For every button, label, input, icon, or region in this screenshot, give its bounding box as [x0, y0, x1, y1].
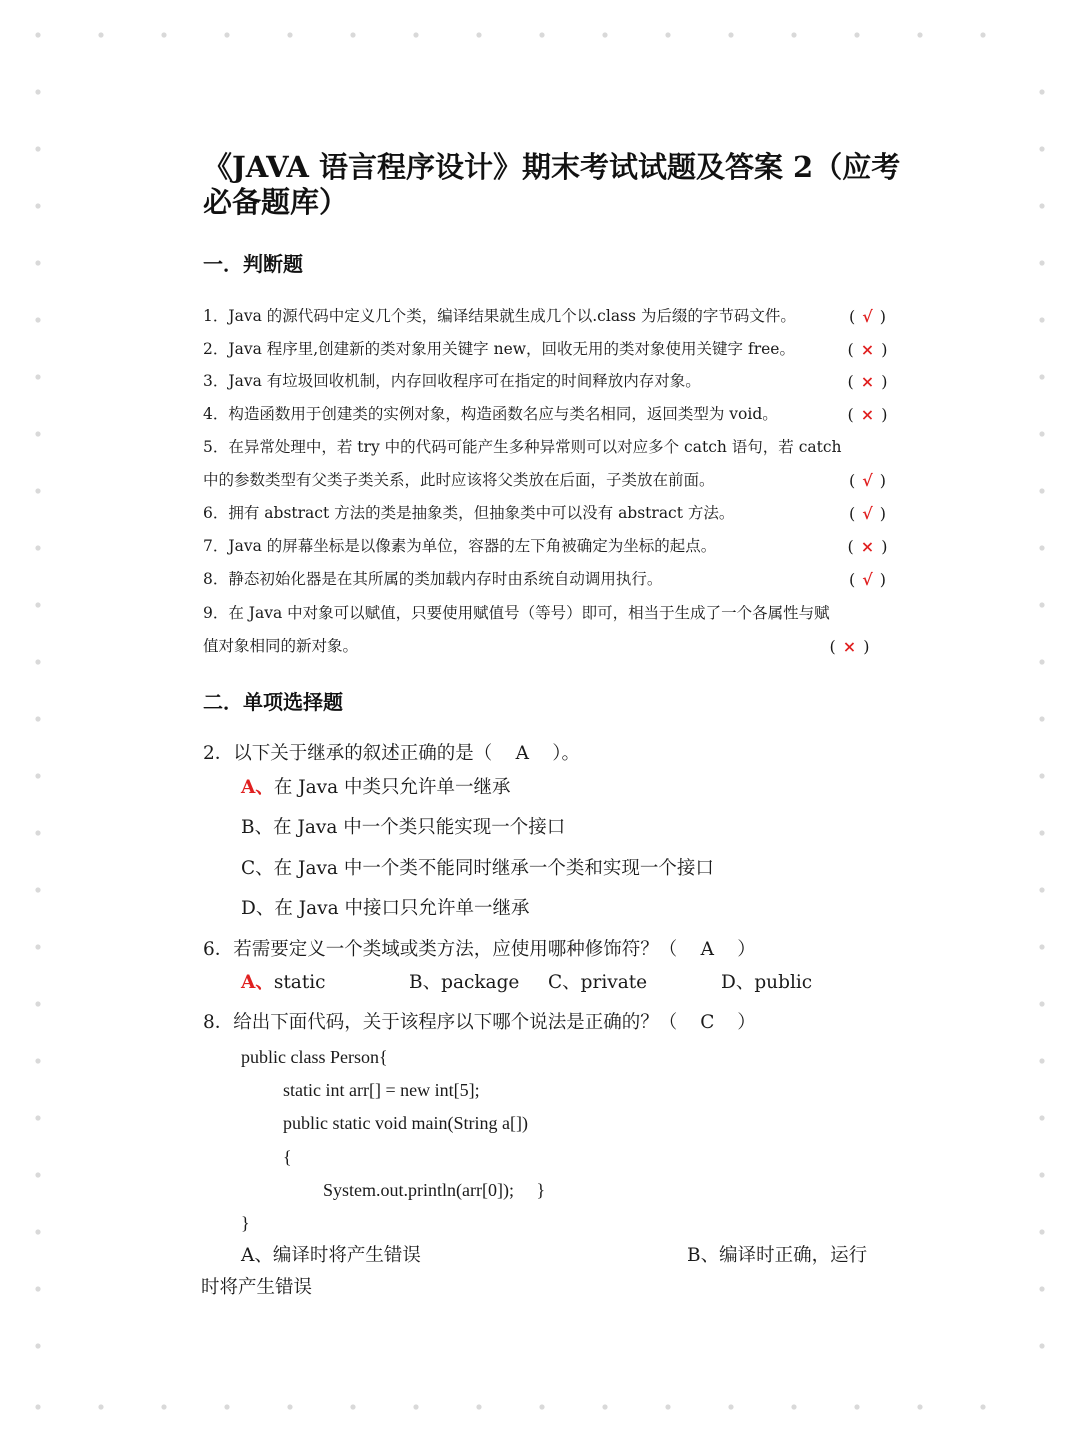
tf-item-1: 1．Java 的源代码中定义几个类，编译结果就生成几个以.class 为后缀的字节码文件。 ( √ ): [203, 300, 893, 333]
question-6-option-d: D、public: [721, 972, 813, 993]
question-2-option-a: A、在 Java 中类只允许单一继承: [241, 777, 511, 798]
code-line: public static void main(String a[]): [283, 1113, 528, 1133]
question-2-option-d: D、在 Java 中接口只允许单一继承: [241, 898, 530, 919]
question-6-option-a: A、static: [241, 972, 326, 993]
question-2-option-b: B、在 Java 中一个类只能实现一个接口: [241, 817, 566, 838]
tf-item-9-cont: 值对象相同的新对象。 ( × ): [203, 630, 893, 663]
question-6-option-c: C、private: [548, 972, 648, 993]
question-8-answer: C: [700, 1012, 715, 1033]
tf-answer-mark: ( √ ): [848, 504, 887, 523]
tf-answer-mark: ( √ ): [848, 307, 887, 326]
question-6-answer: A: [700, 939, 714, 960]
tf-item-4: 4．构造函数用于创建类的实例对象，构造函数名应与类名相同，返回类型为 void。 ( × ): [203, 398, 893, 431]
tf-answer-mark: ( × ): [847, 340, 889, 359]
tf-item-5: 5．在异常处理中，若 try 中的代码可能产生多种异常则可以对应多个 catch 语句，若 catch: [203, 438, 842, 456]
question-8-option-b: B、编译时正确，运行: [687, 1245, 868, 1266]
tf-item-7: 7．Java 的屏幕坐标是以像素为单位，容器的左下角被确定为坐标的起点。 ( × ): [203, 530, 893, 563]
code-line: }: [241, 1213, 250, 1233]
question-8-stem: 8．给出下面代码，关于该程序以下哪个说法是正确的？（ C ）: [203, 1008, 756, 1038]
tf-answer-mark: ( √ ): [848, 570, 887, 589]
tf-answer-mark: ( × ): [847, 537, 889, 556]
code-line: public class Person{: [241, 1047, 388, 1067]
tf-item-8: 8．静态初始化器是在其所属的类加载内存时由系统自动调用执行。 ( √ ): [203, 563, 893, 596]
tf-item-5-cont: 中的参数类型有父类子类关系，此时应该将父类放在后面，子类放在前面。 ( √ ): [203, 464, 893, 497]
code-line: static int arr[] = new int[5];: [283, 1080, 480, 1100]
code-line: System.out.println(arr[0]); }: [323, 1180, 546, 1200]
section-heading-true-false: 一．判断题: [203, 252, 303, 276]
question-2-answer: A: [515, 743, 529, 764]
question-8-option-a: A、编译时将产生错误: [241, 1245, 421, 1266]
question-6-stem: 6．若需要定义一个类域或类方法，应使用哪种修饰符？（ A ）: [203, 935, 756, 965]
code-line: {: [283, 1147, 292, 1167]
tf-answer-mark: ( × ): [847, 405, 889, 424]
question-2-stem: 2．以下关于继承的叙述正确的是（ A ）。: [203, 739, 580, 769]
tf-answer-mark: ( × ): [829, 637, 871, 656]
tf-answer-mark: ( √ ): [848, 471, 887, 490]
question-2-option-c: C、在 Java 中一个类不能同时继承一个类和实现一个接口: [241, 858, 714, 879]
tf-item-9: 9．在 Java 中对象可以赋值，只要使用赋值号（等号）即可，相当于生成了一个各属性与赋: [203, 604, 830, 622]
tf-item-6: 6．拥有 abstract 方法的类是抽象类，但抽象类中可以没有 abstract 方法。 ( √ ): [203, 497, 893, 530]
tf-answer-mark: ( × ): [847, 372, 889, 391]
section-heading-single-choice: 二．单项选择题: [203, 690, 343, 714]
page-title: 《JAVA 语言程序设计》期末考试试题及答案 2（应考必备题库）: [203, 150, 901, 219]
question-6-option-b: B、package: [409, 972, 520, 993]
tf-item-2: 2．Java 程序里,创建新的类对象用关键字 new，回收无用的类对象使用关键字 free。 ( × ): [203, 333, 893, 366]
tf-item-3: 3．Java 有垃圾回收机制，内存回收程序可在指定的时间释放内存对象。 ( × ): [203, 365, 893, 398]
question-8-option-b-cont: 时将产生错误: [201, 1277, 313, 1298]
